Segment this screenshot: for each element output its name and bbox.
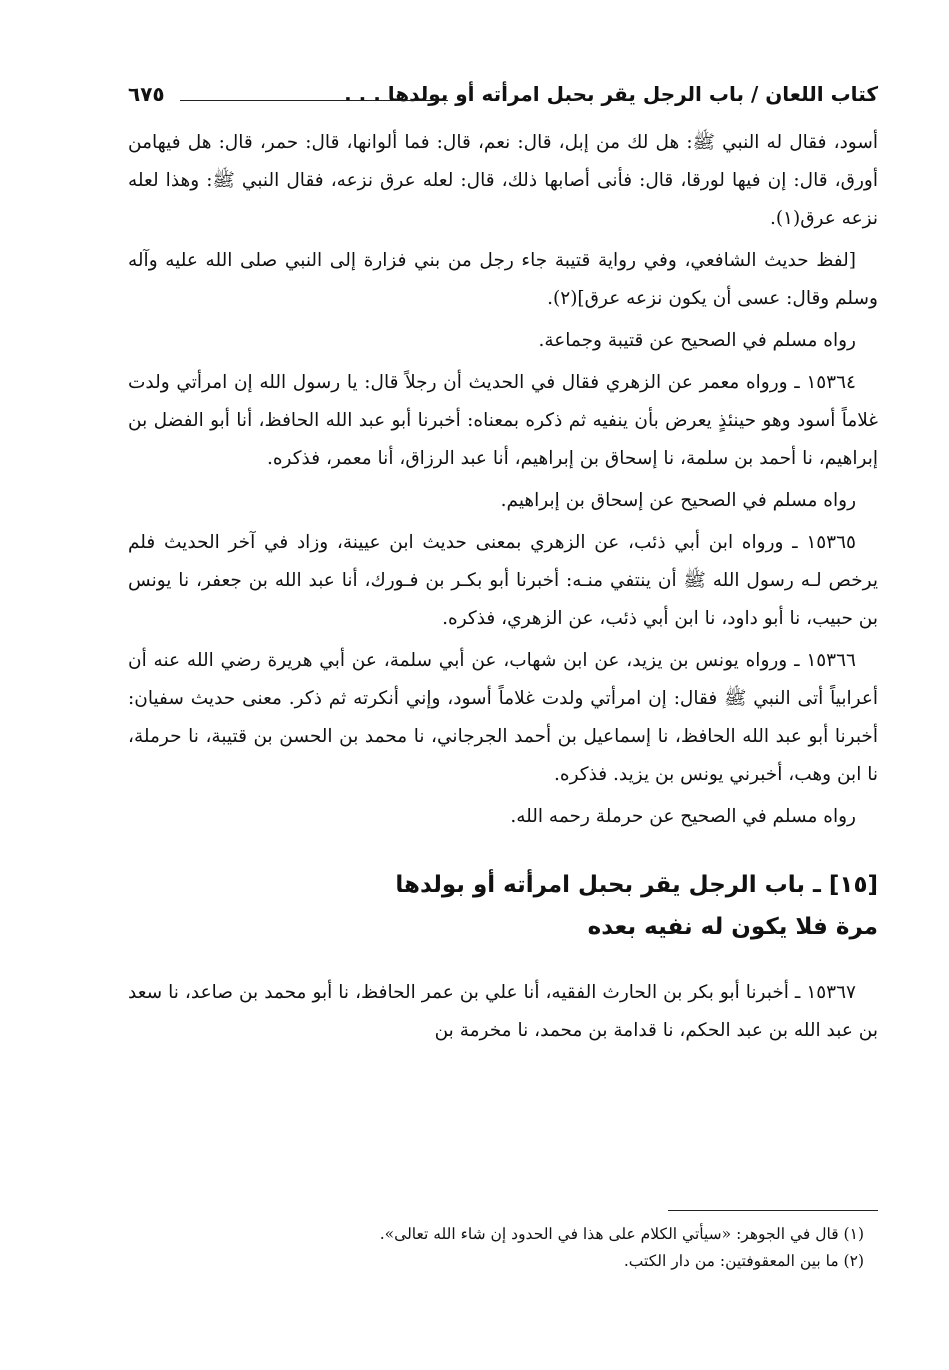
footnote-1: (١) قال في الجوهر: «سيأتي الكلام على هذا في الحدود إن شاء الله تعالى». (379, 1225, 864, 1243)
main-text (128, 124, 878, 1050)
section-heading-line-2: مرة فلا يكون له نفيه بعده (587, 914, 878, 940)
hadith-15365: ١٥٣٦٥ ـ ورواه ابن أبي ذئب، عن الزهري بمعنى حديث ابن عيينة، وزاد في آخر الحديث فلم يرخص لـه رسول الله ﷺ أن ينتفي منـه: أخبرنا أبو بكـر بن فـورك، أنا عبد الله بن جعفر، نا يونس بن حبيب، نا أبو داود، نا ابن أبي ذئب، عن الزهري، فذكره. (128, 532, 878, 629)
page-number: ٦٧٥ (128, 82, 165, 106)
header-rule (180, 100, 448, 101)
section-heading (128, 864, 878, 948)
footnote-2: (٢) ما بين المعقوفتين: من دار الكتب. (623, 1252, 864, 1270)
hadith-15366: ١٥٣٦٦ ـ ورواه يونس بن يزيد، عن ابن شهاب، عن أبي سلمة، عن أبي هريرة رضي الله عنه أن أعرابياً أتى النبي ﷺ فقال: إن امرأتي ولدت غلاماً أسود، وإني أنكرته ثم ذكر. معنى حديث سفيان: أخبرنا أبو عبد الله الحافظ، نا إسماعيل بن أحمد الجرجاني، نا محمد بن الحسن بن قتيبة، نا حرملة، نا ابن وهب، أخبرني يونس بن يزيد. فذكره. (128, 650, 878, 785)
book-page (128, 78, 879, 1270)
paragraph-bracketed-note: [لفظ حديث الشافعي، وفي رواية قتيبة جاء رجل من بني فزارة إلى النبي صلى الله عليه وآله وسلم وقال: عسى أن يكون نزعه عرق](٢). (128, 250, 878, 309)
section-heading-line-1: [١٥] ـ باب الرجل يقر بحبل امرأته أو بولدها (395, 872, 878, 898)
paragraph-riwayah: رواه مسلم في الصحيح عن إسحاق بن إبراهيم. (500, 490, 856, 511)
running-header (128, 78, 878, 112)
header-title: كتاب اللعان / باب الرجل يقر بحبل امرأته أو بولدها . . . (344, 82, 878, 106)
hadith-15367: ١٥٣٦٧ ـ أخبرنا أبو بكر بن الحارث الفقيه، أنا علي بن عمر الحافظ، نا أبو محمد بن صاعد، نا سعد بن عبد الله بن عبد الحكم، نا قدامة بن محمد، نا مخرمة بن (128, 982, 878, 1041)
hadith-15364: ١٥٣٦٤ ـ ورواه معمر عن الزهري فقال في الحديث أن رجلاً قال: يا رسول الله إن امرأتي ولدت غلاماً أسود وهو حينئذٍ يعرض بأن ينفيه ثم ذكره بمعناه: أخبرنا أبو عبد الله الحافظ، أنا أبو الفضل بن إبراهيم، نا أحمد بن سلمة، نا إسحاق بن إبراهيم، أنا عبد الرزاق، أنا معمر، فذكره. (128, 372, 878, 469)
footnote-separator (668, 1210, 878, 1211)
paragraph-riwayah: رواه مسلم في الصحيح عن قتيبة وجماعة. (538, 330, 856, 351)
paragraph-continuation: أسود، فقال له النبي ﷺ: هل لك من إبل، قال: نعم، قال: فما ألوانها، قال: حمر، قال: هل فيهامن أورق، قال: إن فيها لورقا، قال: فأنى أصابها ذلك، قال: لعله عرق نزعه، فقال النبي ﷺ: وهذا لعله نزعه عرق(١). (128, 132, 879, 229)
paragraph-riwayah: رواه مسلم في الصحيح عن حرملة رحمه الله. (510, 806, 856, 827)
footnotes (128, 1210, 878, 1275)
